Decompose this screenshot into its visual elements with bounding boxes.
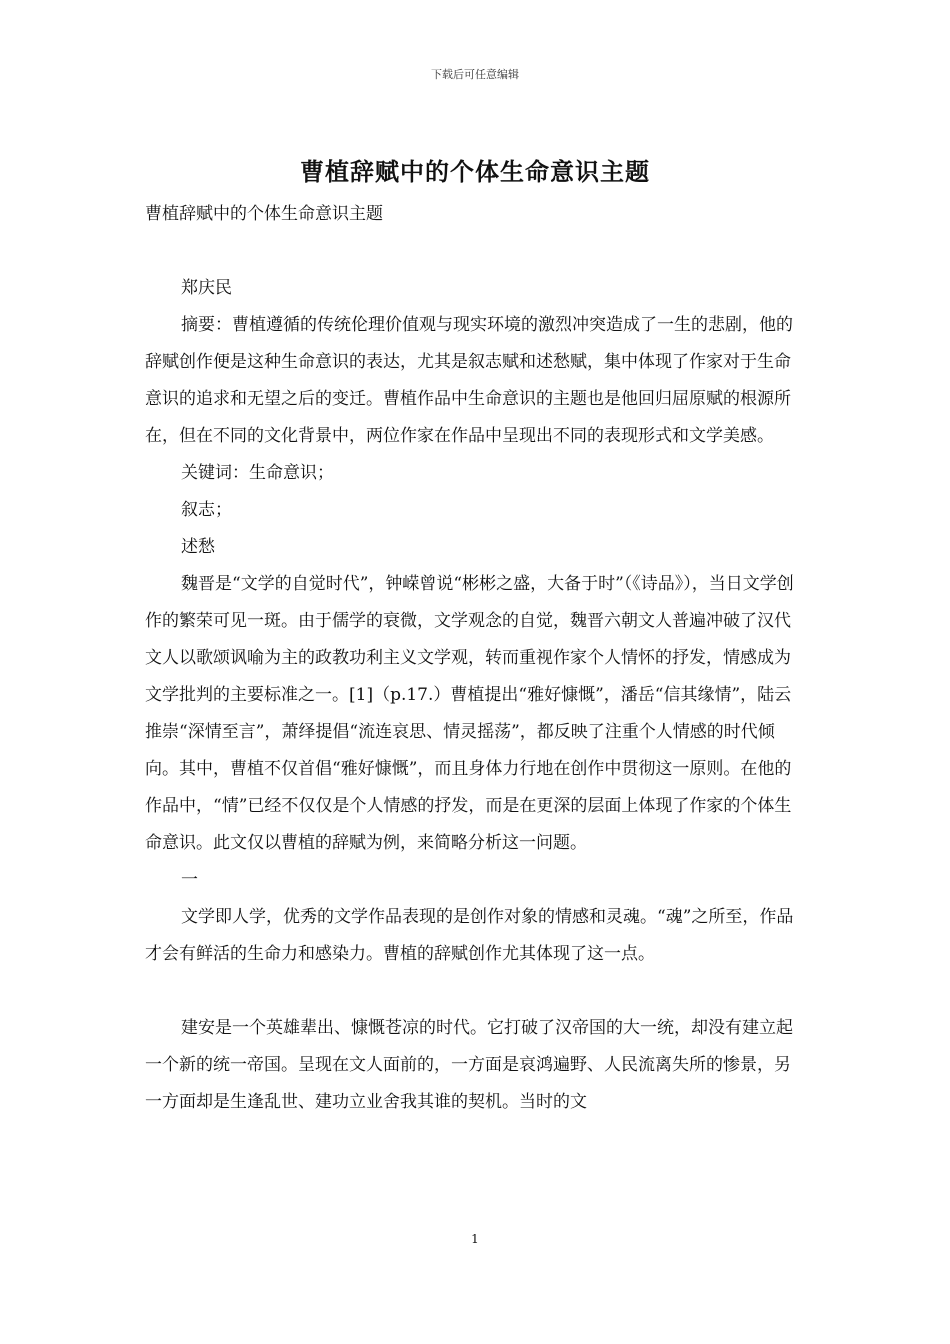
- keywords-line: 关键词：生命意识；: [181, 463, 334, 483]
- document-title: 曹植辞赋中的个体生命意识主题: [300, 157, 650, 186]
- abstract-paragraph: 摘要：曹植遵循的传统伦理价值观与现实环境的激烈冲突造成了一生的悲剧，他的辞赋创作便是这种生命意识的表达，尤其是叙志赋和述愁赋，集中体现了作家对于生命意识的追求和无望之后的变迁。曹植作品中生命意识的主题也是他回归屈原赋的根源所在，但在不同的文化背景中，两位作家在作品中呈现出不同的表现形式和文学美感。: [145, 315, 793, 446]
- keyword-item: 述愁: [181, 537, 215, 557]
- header-note: 下载后可任意编辑: [431, 68, 519, 81]
- body-paragraph: 魏晋是“文学的自觉时代”，钟嵘曾说“彬彬之盛，大备于时”（《诗品》），当日文学创作的繁荣可见一斑。由于儒学的衰微，文学观念的自觉，魏晋六朝文人普遍冲破了汉代文人以歌颂讽喻为主的政教功利主义文学观，转而重视作家个人情怀的抒发，情感成为文学批判的主要标准之一。[1]（p.17.）曹植提出“雅好慷慨”，潘岳“信其缘情”，陆云推崇“深情至言”，萧绎提倡“流连哀思、情灵摇荡”，都反映了注重个人情感的时代倾向。其中，曹植不仅首倡“雅好慷慨”，而且身体力行地在创作中贯彻这一原则。在他的作品中，“情”已经不仅仅是个人情感的抒发，而是在更深的层面上体现了作家的个体生命意识。此文仅以曹植的辞赋为例，来简略分析这一问题。: [145, 574, 794, 853]
- body-paragraph: 文学即人学，优秀的文学作品表现的是创作对象的情感和灵魂。“魂”之所至，作品才会有鲜活的生命力和感染力。曹植的辞赋创作尤其体现了这一点。: [145, 907, 794, 964]
- subtitle: 曹植辞赋中的个体生命意识主题: [145, 204, 383, 224]
- author-name: 郑庆民: [181, 278, 232, 298]
- body-paragraph: 建安是一个英雄辈出、慷慨苍凉的时代。它打破了汉帝国的大一统，却没有建立起一个新的统一帝国。呈现在文人面前的，一方面是哀鸿遍野、人民流离失所的惨景，另一方面却是生逢乱世、建功立业舍我其谁的契机。当时的文: [145, 1018, 793, 1112]
- section-number: 一: [181, 870, 198, 890]
- page-number: 1: [471, 1232, 479, 1246]
- document-body: [145, 196, 805, 1121]
- blank-line: [145, 233, 805, 270]
- blank-line: [145, 973, 805, 1010]
- keyword-item: 叙志；: [181, 500, 232, 520]
